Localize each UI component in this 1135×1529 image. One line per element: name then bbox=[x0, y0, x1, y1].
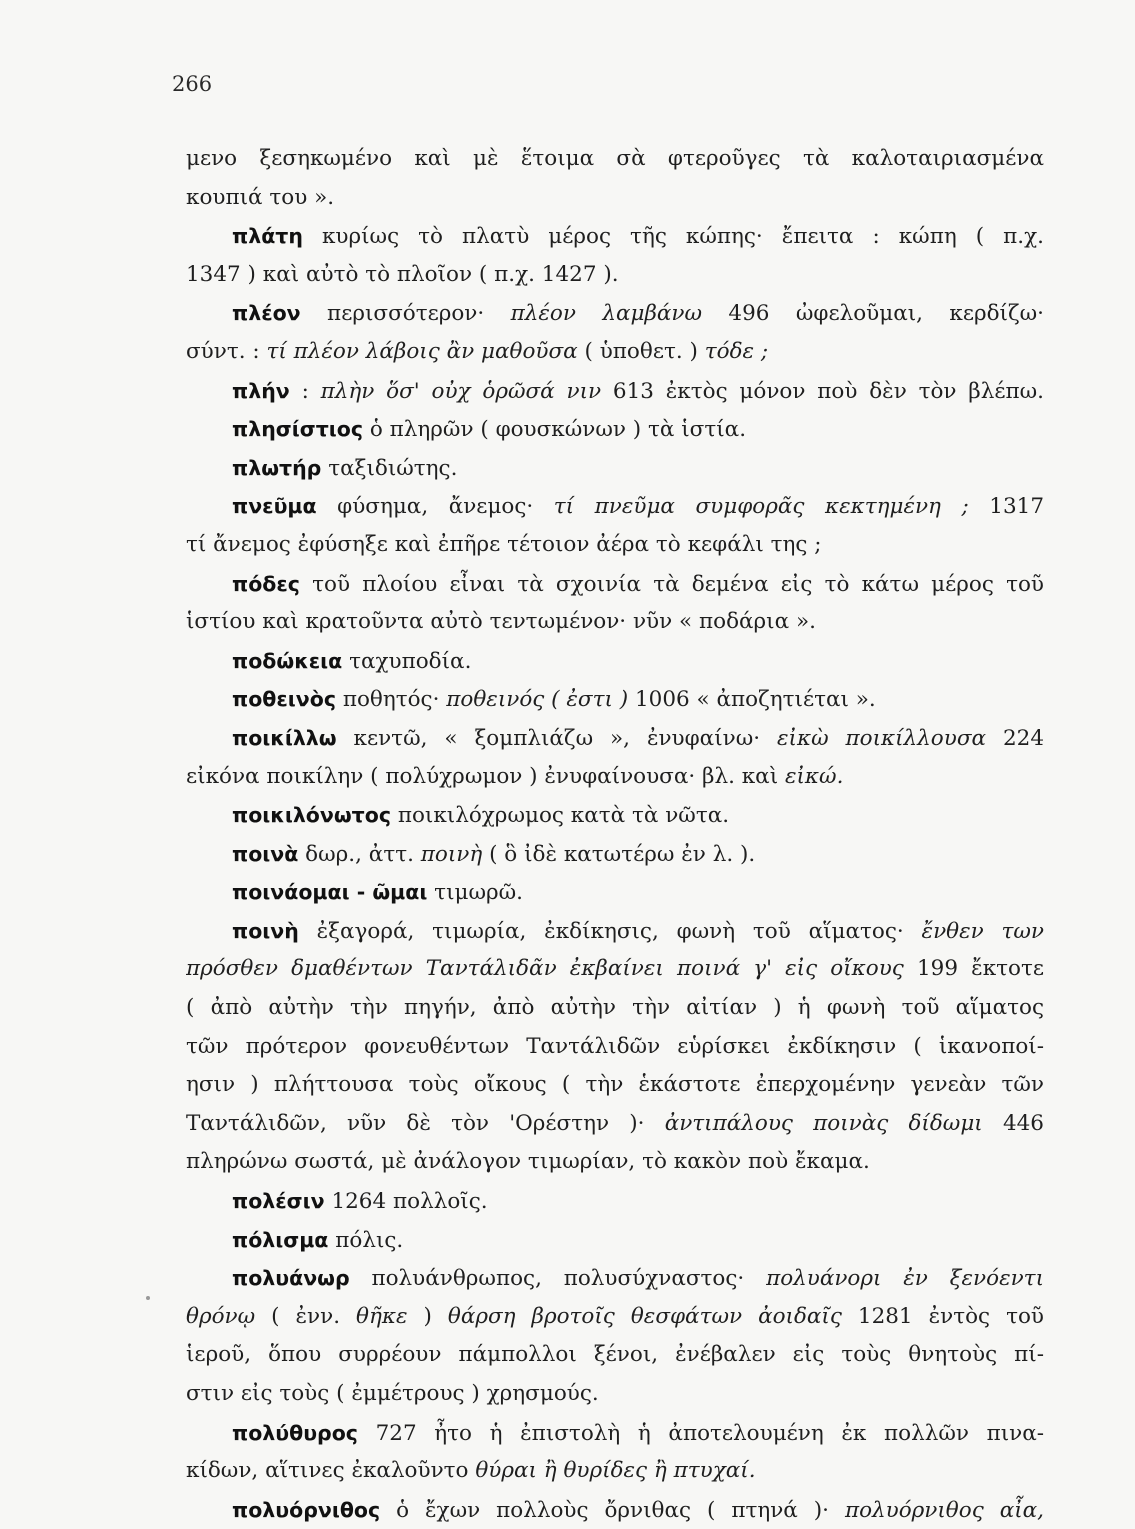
entry-headword: πόλισμα bbox=[232, 1227, 329, 1252]
entry-headword: ποδώκεια bbox=[232, 648, 343, 673]
entry-headword: πλήν bbox=[232, 378, 290, 403]
line-text: ησιν ) πλήττουσα τοὺς οἴκους ( τὴν ἑκάστοτε ἐπερχομένην γενεὰν τῶν bbox=[186, 1072, 1044, 1098]
entry-headword: ποθεινὸς bbox=[232, 687, 336, 712]
line-text: 496 ὠφελοῦμαι, κερδίζω· bbox=[702, 301, 1044, 327]
line-text: κυρίως τὸ πλατὺ μέρος τῆς κώπης· ἔπειτα : κώπη ( π.χ. bbox=[302, 224, 1044, 250]
quoted-greek-text: πολυάνορι ἐν ξενόεντι bbox=[766, 1266, 1044, 1292]
text-line bbox=[186, 873, 1044, 912]
entry-headword: πλησίστιος bbox=[232, 417, 364, 442]
line-text: πολυάνθρωπος, πολυσύχναστος· bbox=[349, 1266, 767, 1292]
quoted-greek-text: ἀντιπάλους ποινὰς δίδωμι bbox=[664, 1110, 983, 1136]
quoted-greek-text: θάρση βροτοῖς θεσφάτων ἀοιδαῖς bbox=[447, 1303, 842, 1329]
text-line bbox=[186, 950, 1044, 989]
line-text: τοῦ πλοίου εἶναι τὰ σχοινία τὰ δεμένα εἰς τὸ κάτω μέρος τοῦ bbox=[299, 571, 1044, 597]
quoted-greek-text: πρόσθεν δμαθέντων Ταντάλιδᾶν ἐκβαίνει ποινά γ' εἰς οἴκους bbox=[186, 956, 904, 982]
entry-headword: πλέον bbox=[232, 301, 301, 326]
text-line bbox=[186, 1336, 1044, 1375]
line-text: ὁ ἔχων πολλοὺς ὄρνιθας ( πτηνά )· bbox=[380, 1497, 845, 1523]
entry-headword: πόδες bbox=[232, 571, 300, 596]
quoted-greek-text: εἰκώ. bbox=[784, 763, 844, 789]
line-text: στιν εἰς τοὺς ( ἐμμέτρους ) χρησμούς. bbox=[186, 1381, 599, 1406]
quoted-greek-text: θύραι ἢ θυρίδες ἢ πτυχαί. bbox=[475, 1458, 756, 1484]
line-text: ) bbox=[407, 1303, 448, 1329]
line-text: ( ἀπὸ αὐτὴν τὴν πηγήν, ἀπὸ αὐτὴν τὴν αἰτίαν ) ἡ φωνὴ τοῦ αἵματος bbox=[186, 995, 1044, 1021]
text-line bbox=[186, 796, 1044, 835]
line-text: 199 ἔκτοτε bbox=[903, 956, 1044, 982]
line-text: 613 ἐκτὸς μόνον ποὺ δὲν τὸν βλέπω. bbox=[601, 378, 1044, 404]
page-number: 266 bbox=[172, 72, 213, 96]
text-line bbox=[186, 449, 1044, 488]
line-text: κεντῶ, « ξομπλιάζω », ἐνυφαίνω· bbox=[336, 725, 777, 751]
entry-headword: ποικιλόνωτος bbox=[232, 803, 391, 828]
line-text: 224 bbox=[986, 725, 1044, 751]
entry-headword: πολύθυρος bbox=[232, 1420, 358, 1445]
line-text: δωρ., ἀττ. bbox=[298, 841, 421, 867]
quoted-greek-text: εἰκὼ ποικίλλουσα bbox=[777, 725, 987, 751]
line-text: πόλις. bbox=[328, 1227, 404, 1253]
line-text: ( ὃ ἰδὲ κατωτέρω ἐν λ. ). bbox=[482, 841, 756, 867]
text-line bbox=[186, 1414, 1044, 1453]
line-text: 1006 « ἀποζητιέται ». bbox=[628, 687, 876, 713]
text-line bbox=[186, 372, 1044, 411]
text-line bbox=[186, 333, 1044, 372]
line-text: ποθητός· bbox=[335, 687, 447, 713]
entry-headword: ποινὴ bbox=[232, 918, 299, 943]
line-text: κίδων, αἵτινες ἐκαλοῦντο bbox=[186, 1458, 476, 1484]
line-text: μενο ξεσηκωμένο καὶ μὲ ἕτοιμα σὰ φτεροῦγες τὰ καλοταιριασμένα bbox=[186, 146, 1044, 171]
quoted-greek-text: τόδε ; bbox=[704, 338, 769, 364]
line-text: ταξιδιώτης. bbox=[321, 455, 458, 481]
quoted-greek-text: πολυόρνιθος αἶα, bbox=[844, 1497, 1044, 1523]
quoted-greek-text: πλέον λαμβάνω bbox=[510, 301, 703, 327]
entry-headword: ποινάομαι - ῶμαι bbox=[232, 880, 428, 905]
line-text: ( ὑποθετ. ) bbox=[577, 338, 705, 364]
text-line bbox=[186, 1375, 1044, 1414]
line-text: τιμωρῶ. bbox=[427, 880, 524, 906]
line-text: ὁ πληρῶν ( φουσκώνων ) τὰ ἱστία. bbox=[363, 417, 747, 443]
page-body bbox=[186, 140, 1044, 1529]
text-line bbox=[186, 1259, 1044, 1298]
line-text: τί ἄνεμος ἐφύσηξε καὶ ἐπῆρε τέτοιον ἀέρα τὸ κεφάλι της ; bbox=[186, 531, 822, 557]
text-line bbox=[186, 680, 1044, 719]
quoted-greek-text: ἔνθεν των bbox=[921, 918, 1044, 944]
line-text: περισσότερον· bbox=[300, 301, 511, 327]
text-line bbox=[186, 1028, 1044, 1067]
text-line bbox=[186, 1066, 1044, 1105]
text-line bbox=[186, 1182, 1044, 1221]
entry-headword: πολέσιν bbox=[232, 1189, 325, 1214]
text-line bbox=[186, 487, 1044, 526]
text-line bbox=[186, 1143, 1044, 1182]
text-line bbox=[186, 1105, 1044, 1144]
quoted-greek-text: θῆκε bbox=[356, 1303, 408, 1329]
quoted-greek-text: τί πλέον λάβοις ἂν μαθοῦσα bbox=[266, 338, 578, 364]
text-line bbox=[186, 989, 1044, 1028]
quoted-greek-text: τί πνεῦμα συμφορᾶς κεκτημένη ; bbox=[553, 494, 969, 520]
line-text: 1281 ἐντὸς τοῦ bbox=[841, 1303, 1044, 1329]
text-line bbox=[186, 526, 1044, 565]
line-text: τῶν πρότερον φονευθέντων Ταντάλιδῶν εὑρίσκει ἐκδίκησιν ( ἱκανοποί- bbox=[186, 1033, 1044, 1059]
entry-headword: πολυόρνιθος bbox=[232, 1497, 381, 1522]
text-line bbox=[186, 1491, 1044, 1529]
entry-headword: πλωτήρ bbox=[232, 455, 322, 480]
text-line bbox=[186, 1221, 1044, 1260]
quoted-greek-text: ποθεινός ( ἐστι ) bbox=[446, 687, 629, 713]
line-text: φύσημα, ἄνεμος· bbox=[316, 494, 554, 520]
text-line bbox=[186, 603, 1044, 642]
quoted-greek-text: ποινὴ bbox=[420, 841, 483, 867]
line-text: ταχυποδία. bbox=[342, 648, 472, 674]
line-text: σύντ. : bbox=[186, 338, 267, 364]
line-text: ἐξαγορά, τιμωρία, ἐκδίκησις, φωνὴ τοῦ αἵματος· bbox=[298, 918, 922, 944]
quoted-greek-text: πλὴν ὅσ' οὐχ ὁρῶσά νιν bbox=[320, 378, 602, 404]
quoted-greek-text: θρόνῳ bbox=[186, 1303, 256, 1329]
entry-headword: πνεῦμα bbox=[232, 494, 317, 519]
text-line bbox=[186, 256, 1044, 295]
text-line bbox=[186, 1452, 1044, 1491]
entry-headword: ποινὰ bbox=[232, 841, 299, 866]
line-text: 1347 ) καὶ αὐτὸ τὸ πλοῖον ( π.χ. 1427 ). bbox=[186, 261, 619, 287]
line-text: 727 ἦτο ἡ ἐπιστολὴ ἡ ἀποτελουμένη ἐκ πολλῶν πινα- bbox=[357, 1420, 1044, 1446]
line-text: 446 bbox=[982, 1110, 1044, 1136]
line-text: ( ἐνν. bbox=[255, 1303, 357, 1329]
entry-headword: πολυάνωρ bbox=[232, 1266, 350, 1291]
text-line bbox=[186, 719, 1044, 758]
line-text: ποικιλόχρωμος κατὰ τὰ νῶτα. bbox=[391, 803, 730, 829]
text-line bbox=[186, 217, 1044, 256]
text-line bbox=[186, 642, 1044, 681]
line-text: 1317 bbox=[968, 494, 1044, 520]
line-text: εἰκόνα ποικίλην ( πολύχρωμον ) ἐνυφαίνουσα· βλ. καὶ bbox=[186, 763, 785, 789]
line-text: ἱεροῦ, ὅπου συρρέουν πάμπολλοι ξένοι, ἐνέβαλεν εἰς τοὺς θνητοὺς πί- bbox=[186, 1342, 1044, 1368]
line-text: Ταντάλιδῶν, νῦν δὲ τὸν 'Ορέστην )· bbox=[186, 1110, 665, 1136]
text-line bbox=[186, 179, 1044, 218]
text-line bbox=[186, 1298, 1044, 1337]
paper-speck bbox=[146, 1296, 150, 1300]
text-line bbox=[186, 294, 1044, 333]
text-line bbox=[186, 410, 1044, 449]
text-line bbox=[186, 835, 1044, 874]
text-line bbox=[186, 912, 1044, 951]
text-line bbox=[186, 758, 1044, 797]
line-text: πληρώνω σωστά, μὲ ἀνάλογον τιμωρίαν, τὸ κακὸν ποὺ ἔκαμα. bbox=[186, 1149, 870, 1175]
entry-headword: πλάτη bbox=[232, 224, 303, 249]
text-line bbox=[186, 565, 1044, 604]
line-text: κουπιά του ». bbox=[186, 184, 335, 210]
entry-headword: ποικίλλω bbox=[232, 725, 337, 750]
text-line bbox=[186, 140, 1044, 179]
line-text: 1264 πολλοῖς. bbox=[324, 1189, 488, 1215]
line-text: : bbox=[289, 378, 321, 404]
line-text: ἱστίου καὶ κρατοῦντα αὐτὸ τεντωμένον· νῦν « ποδάρια ». bbox=[186, 609, 816, 635]
